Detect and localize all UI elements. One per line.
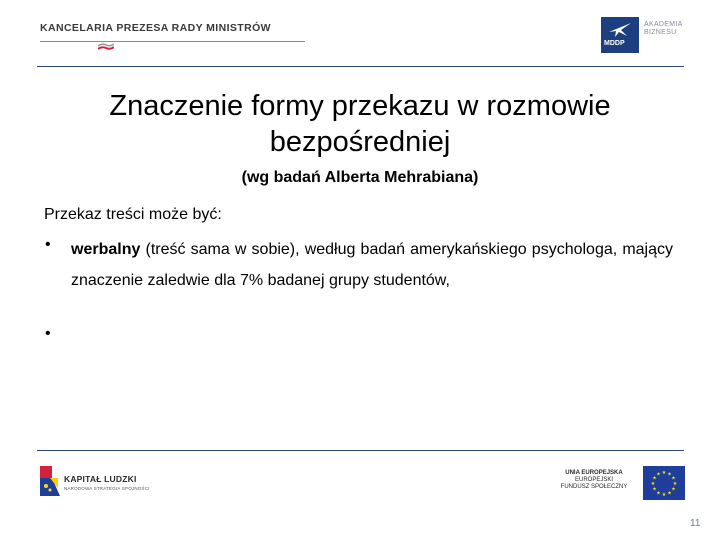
title-line-2: bezpośredniej bbox=[269, 126, 451, 158]
slide-subtitle: (wg badań Alberta Mehrabiana) bbox=[241, 169, 479, 186]
header-divider bbox=[37, 66, 684, 67]
eu-stars-icon bbox=[643, 466, 685, 500]
akademia-line2: BIZNESU bbox=[644, 29, 677, 36]
kprm-underline bbox=[40, 41, 305, 42]
eu-star-icon: ★ bbox=[661, 470, 667, 476]
eu-star-icon: ★ bbox=[656, 490, 661, 497]
mddp-logo bbox=[601, 17, 691, 55]
bullet-1-bold: werbalny bbox=[71, 241, 141, 258]
akademia-biznesu-text bbox=[644, 21, 683, 37]
bullet-1-marker: • bbox=[45, 236, 51, 253]
title-line-1: Znaczenie formy przekazu w rozmowie bbox=[109, 90, 611, 122]
eu-star-icon: ★ bbox=[671, 486, 676, 493]
slide-title bbox=[40, 88, 680, 160]
kapital-ludzki-emblem-icon bbox=[38, 464, 62, 498]
eu-star-icon: ★ bbox=[672, 481, 678, 487]
mddp-badge bbox=[601, 17, 639, 53]
eu-line2: EUROPEJSKI bbox=[574, 477, 613, 483]
airplane-icon bbox=[607, 20, 633, 38]
kprm-logo bbox=[40, 22, 310, 52]
bullet-1-text bbox=[71, 234, 673, 296]
akademia-line1: AKADEMIA bbox=[644, 21, 683, 28]
intro-text: Przekaz treści może być: bbox=[44, 206, 222, 223]
eu-logo bbox=[560, 466, 686, 502]
eu-star-icon: ★ bbox=[667, 471, 672, 478]
eu-star-icon: ★ bbox=[652, 475, 657, 482]
page-number: 11 bbox=[690, 518, 701, 529]
eu-star-icon: ★ bbox=[667, 490, 672, 497]
eu-star-icon: ★ bbox=[652, 486, 657, 493]
kapital-ludzki-name: KAPITAŁ LUDZKI bbox=[64, 474, 137, 484]
eu-text bbox=[560, 470, 628, 491]
bullet-1-body: (treść sama w sobie), według badań amerykańskiego psychologa, mający znaczenie zaledwie dla 7% badanej grupy studentów, bbox=[71, 241, 673, 289]
eu-star-icon: ★ bbox=[650, 481, 656, 487]
eu-star-icon: ★ bbox=[661, 492, 667, 498]
eu-line1: UNIA EUROPEJSKA bbox=[565, 470, 623, 476]
polish-flag-icon bbox=[98, 43, 114, 51]
eu-flag-icon bbox=[643, 466, 685, 500]
eu-star-icon: ★ bbox=[671, 475, 676, 482]
eu-star-icon: ★ bbox=[656, 471, 661, 478]
eu-line3: FUNDUSZ SPOŁECZNY bbox=[560, 484, 628, 490]
footer-divider bbox=[37, 450, 684, 451]
kapital-ludzki-logo bbox=[38, 464, 153, 500]
kprm-name: KANCELARIA PREZESA RADY MINISTRÓW bbox=[40, 22, 271, 34]
mddp-label: MDDP bbox=[604, 40, 625, 47]
bullet-2-marker: • bbox=[45, 325, 51, 342]
kapital-ludzki-subtitle: NARODOWA STRATEGIA SPÓJNOŚCI bbox=[64, 486, 150, 491]
